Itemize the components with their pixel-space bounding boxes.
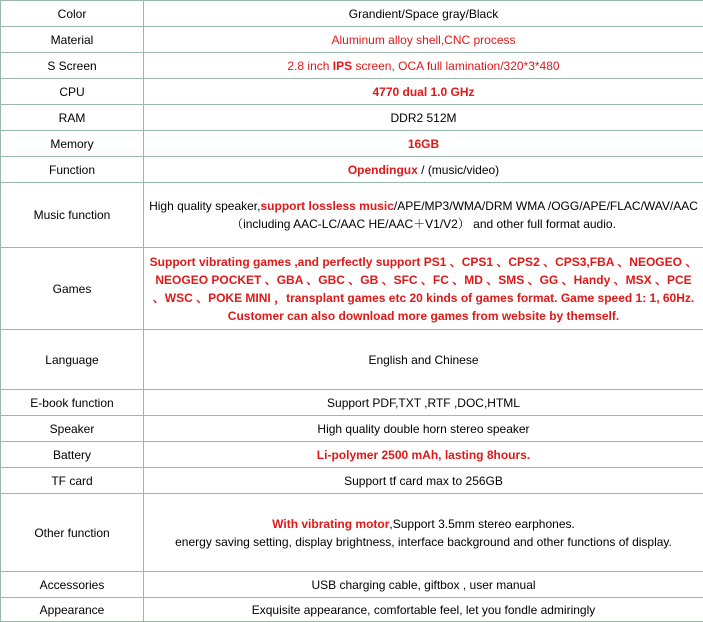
value-part: / (music/video): [418, 163, 499, 177]
value-strong: IPS: [333, 59, 352, 73]
table-row-tf-card: [1, 468, 703, 494]
row-value: [144, 53, 703, 79]
table-row-ram: [1, 105, 703, 131]
row-value: Li-polymer 2500 mAh, lasting 8hours.: [144, 442, 703, 468]
table-row-material: [1, 27, 703, 53]
row-label: Music function: [1, 183, 144, 248]
row-value: [144, 494, 703, 572]
value-line-2: energy saving setting, display brightness, interface background and other functions of display.: [175, 535, 672, 549]
table-row-appearance: [1, 598, 703, 622]
table-row-function: [1, 157, 703, 183]
row-label: Accessories: [1, 572, 144, 598]
row-label: RAM: [1, 105, 144, 131]
value-part: screen, OCA full lamination/320*3*480: [352, 59, 559, 73]
row-value: Support tf card max to 256GB: [144, 468, 703, 494]
table-row-cpu: [1, 79, 703, 105]
table-row-language: [1, 330, 703, 390]
row-label: CPU: [1, 79, 144, 105]
row-value: Grandient/Space gray/Black: [144, 1, 703, 27]
table-row-memory: [1, 131, 703, 157]
row-value: Support vibrating games ,and perfectly support PS1 、CPS1 、CPS2 、CPS3,FBA 、NEOGEO 、NEOGEO POCKET 、GBA 、GBC 、GB 、SFC 、FC 、MD 、SMS 、GG 、Handy 、MSX 、PCE 、WSC 、POKE MINI ，transplant games etc 20 kinds of games format. Game speed 1: 1, 60Hz. Customer can also download more games from website by themself.: [144, 248, 703, 330]
value-strong: support lossless music: [260, 199, 393, 213]
row-value: USB charging cable, giftbox , user manual: [144, 572, 703, 598]
row-label: Battery: [1, 442, 144, 468]
row-value: DDR2 512M: [144, 105, 703, 131]
value-part: High quality speaker,: [149, 199, 260, 213]
row-label: E-book function: [1, 390, 144, 416]
value-strong: Opendingux: [348, 163, 418, 177]
table-row-ebook-function: [1, 390, 703, 416]
row-label: Appearance: [1, 598, 144, 622]
row-label: Memory: [1, 131, 144, 157]
row-value: 16GB: [144, 131, 703, 157]
row-label: Speaker: [1, 416, 144, 442]
row-value: Exquisite appearance, comfortable feel, let you fondle admiringly: [144, 598, 703, 622]
row-value: English and Chinese: [144, 330, 703, 390]
table-row-games: [1, 248, 703, 330]
value-part: /APE/MP3/WMA/DRM WMA /OGG/APE/FLAC/WAV/AAC: [394, 199, 698, 213]
row-label: Function: [1, 157, 144, 183]
table-row-accessories: [1, 572, 703, 598]
table-row-speaker: [1, 416, 703, 442]
row-label: TF card: [1, 468, 144, 494]
table-row-other-function: [1, 494, 703, 572]
row-label: S Screen: [1, 53, 144, 79]
value-part: 2.8 inch: [287, 59, 332, 73]
table-row-screen: [1, 53, 703, 79]
row-label: Other function: [1, 494, 144, 572]
table-row-battery: [1, 442, 703, 468]
value-line-2: （including AAC-LC/AAC HE/AAC＋V1/V2） and other full format audio.: [231, 217, 616, 231]
row-value: 4770 dual 1.0 GHz: [144, 79, 703, 105]
row-label: Material: [1, 27, 144, 53]
row-value: [144, 157, 703, 183]
row-value: Aluminum alloy shell,CNC process: [144, 27, 703, 53]
table-row-music-function: [1, 183, 703, 248]
table-row-color: [1, 1, 703, 27]
row-value: Support PDF,TXT ,RTF ,DOC,HTML: [144, 390, 703, 416]
value-strong: With vibrating motor: [272, 517, 389, 531]
value-part: ,Support 3.5mm stereo earphones.: [389, 517, 574, 531]
row-label: Language: [1, 330, 144, 390]
row-label: Color: [1, 1, 144, 27]
row-label: Games: [1, 248, 144, 330]
row-value: [144, 183, 703, 248]
row-value: High quality double horn stereo speaker: [144, 416, 703, 442]
